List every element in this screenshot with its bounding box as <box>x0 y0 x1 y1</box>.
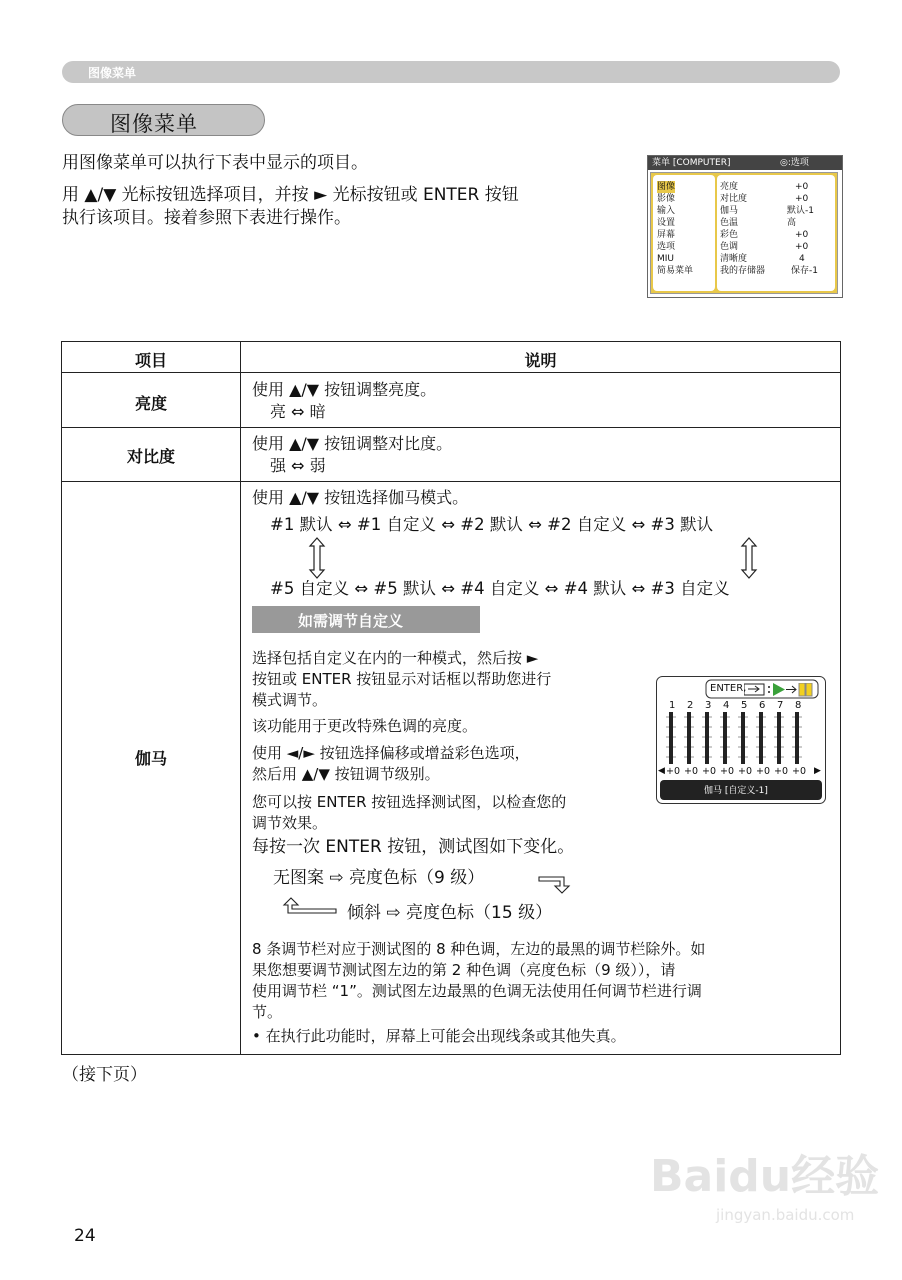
section-header-label: 图像菜单 <box>88 66 137 80</box>
brightness-range: 亮 ⇔ 暗 <box>270 402 326 421</box>
bar-number: 5 <box>741 700 748 711</box>
osd-right-name: 彩色 <box>720 230 739 240</box>
gamma-para: 每按一次 ENTER 按钮，测试图如下变化。 <box>252 837 575 857</box>
left-arrow-icon: ◀ <box>658 766 665 776</box>
gamma-para: 按钮或 ENTER 按钮显示对话框以帮助您进行 <box>252 670 552 688</box>
bar-value: +0 <box>738 766 753 777</box>
table-row-divider <box>62 427 840 428</box>
dialog-controls-icon <box>744 683 816 697</box>
gamma-para: 该功能用于更改特殊色调的亮度。 <box>252 717 478 735</box>
up-down-arrow-icon <box>306 536 328 580</box>
row-item-gamma: 伽马 <box>134 749 167 768</box>
intro-line-3: 执行该项目。接着参照下表进行操作。 <box>62 208 351 228</box>
bar-value: +0 <box>702 766 717 777</box>
bar-value: +0 <box>756 766 771 777</box>
osd-left-item: 选项 <box>657 242 676 252</box>
osd-right-name: 色温 <box>720 218 739 228</box>
bar-number: 1 <box>669 700 676 711</box>
osd-left-item: 输入 <box>657 206 676 216</box>
osd-right-name: 清晰度 <box>720 254 748 264</box>
osd-right-name: 色调 <box>720 242 739 252</box>
bar-value: +0 <box>720 766 735 777</box>
table-header-item: 项目 <box>134 351 167 370</box>
intro-line-1: 用图像菜单可以执行下表中显示的项目。 <box>62 153 368 173</box>
page-number: 24 <box>74 1226 96 1246</box>
osd-right-value: 高 <box>787 218 797 228</box>
osd-left-item: 图像 <box>657 182 676 192</box>
osd-left-panel <box>653 175 715 291</box>
flow-arrow-down-icon <box>538 872 572 894</box>
gamma-para: 调节效果。 <box>252 814 328 832</box>
continued-note: （接下页） <box>62 1065 147 1085</box>
contrast-desc: 使用 ▲/▼ 按钮调整对比度。 <box>252 434 453 453</box>
bar-value: +0 <box>792 766 807 777</box>
osd-right-value: +0 <box>795 194 809 204</box>
osd-left-item: 简易菜单 <box>657 266 694 276</box>
dialog-caption: 伽马 [自定义-1] <box>704 786 768 796</box>
gamma-para: 您可以按 ENTER 按钮选择测试图，以检查您的 <box>252 793 567 811</box>
osd-title: 菜单 [COMPUTER] <box>652 158 731 168</box>
bar-number: 2 <box>687 700 694 711</box>
bar-value: +0 <box>666 766 681 777</box>
bar-number: 7 <box>777 700 784 711</box>
row-item-contrast: 对比度 <box>126 447 175 466</box>
osd-right-value: +0 <box>795 242 809 252</box>
enter-label: ENTER, <box>710 683 747 694</box>
osd-left-item: MIU <box>657 254 675 264</box>
gamma-note: 节。 <box>252 1003 283 1021</box>
test-pattern-flow-1: 无图案 ⇨ 亮度色标（9 级） <box>273 868 485 888</box>
osd-right-value: +0 <box>795 230 809 240</box>
table-row-divider <box>62 372 840 373</box>
row-item-brightness: 亮度 <box>134 394 167 413</box>
table-column-divider <box>240 342 241 1054</box>
gamma-cycle-bottom: #5 自定义 ⇔ #5 默认 ⇔ #4 自定义 ⇔ #4 默认 ⇔ #3 自定义 <box>270 579 730 598</box>
gamma-note: 8 条调节栏对应于测试图的 8 种色调，左边的最黑的调节栏除外。如 <box>252 940 706 958</box>
custom-heading: 如需调节自定义 <box>298 612 404 630</box>
osd-options: ◎:选项 <box>780 158 809 168</box>
intro-line-2: 用 ▲/▼ 光标按钮选择项目，并按 ► 光标按钮或 ENTER 按钮 <box>62 185 519 205</box>
osd-left-item: 屏幕 <box>657 230 676 240</box>
osd-right-name: 亮度 <box>720 182 739 192</box>
gamma-para: 然后用 ▲/▼ 按钮调节级别。 <box>252 765 440 783</box>
section-header-bar <box>62 61 840 83</box>
osd-right-value: 保存-1 <box>791 266 818 276</box>
osd-right-name: 伽马 <box>720 206 739 216</box>
right-arrow-icon: ▶ <box>814 766 821 776</box>
page-title: 图像菜单 <box>110 112 198 136</box>
gamma-dialog-illustration <box>656 676 826 804</box>
bar-number: 6 <box>759 700 766 711</box>
bar-value: +0 <box>684 766 699 777</box>
test-pattern-flow-2: 倾斜 ⇨ 亮度色标（15 级） <box>347 903 553 923</box>
osd-header <box>648 156 842 170</box>
watermark-url: jingyan.baidu.com <box>716 1206 855 1224</box>
flow-arrow-back-icon <box>282 897 338 919</box>
osd-right-panel <box>717 175 835 291</box>
bar-number: 8 <box>795 700 802 711</box>
osd-body <box>650 172 838 294</box>
osd-left-item: 影像 <box>657 194 676 204</box>
osd-right-value: 4 <box>799 254 805 264</box>
osd-right-name: 我的存储器 <box>720 266 766 276</box>
contrast-range: 强 ⇔ 弱 <box>270 456 326 475</box>
osd-right-value: 默认-1 <box>787 206 814 216</box>
table-row-divider <box>62 481 840 482</box>
bar-value: +0 <box>774 766 789 777</box>
watermark-logo: Baidu经验 <box>650 1151 880 1202</box>
gamma-cycle-top: #1 默认 ⇔ #1 自定义 ⇔ #2 默认 ⇔ #2 自定义 ⇔ #3 默认 <box>270 515 714 534</box>
up-down-arrow-icon <box>738 536 760 580</box>
osd-right-name: 对比度 <box>720 194 748 204</box>
gamma-para: 模式调节。 <box>252 691 328 709</box>
osd-left-item: 设置 <box>657 218 676 228</box>
osd-menu-thumbnail <box>647 155 843 298</box>
table-header-desc: 说明 <box>524 351 557 370</box>
gamma-note: 果您想要调节测试图左边的第 2 种色调（亮度色标（9 级）），请 <box>252 961 676 979</box>
gamma-para: 选择包括自定义在内的一种模式，然后按 ► <box>252 649 539 667</box>
slider-bars <box>664 712 814 764</box>
bar-number: 3 <box>705 700 712 711</box>
gamma-desc: 使用 ▲/▼ 按钮选择伽马模式。 <box>252 488 469 507</box>
gamma-note-bullet: • 在执行此功能时，屏幕上可能会出现线条或其他失真。 <box>252 1027 626 1045</box>
gamma-note: 使用调节栏 “1”。测试图左边最黑的色调无法使用任何调节栏进行调 <box>252 982 702 1000</box>
bar-number: 4 <box>723 700 730 711</box>
osd-right-value: +0 <box>795 182 809 192</box>
gamma-para: 使用 ◄/► 按钮选择偏移或增益彩色选项， <box>252 744 530 762</box>
brightness-desc: 使用 ▲/▼ 按钮调整亮度。 <box>252 380 437 399</box>
